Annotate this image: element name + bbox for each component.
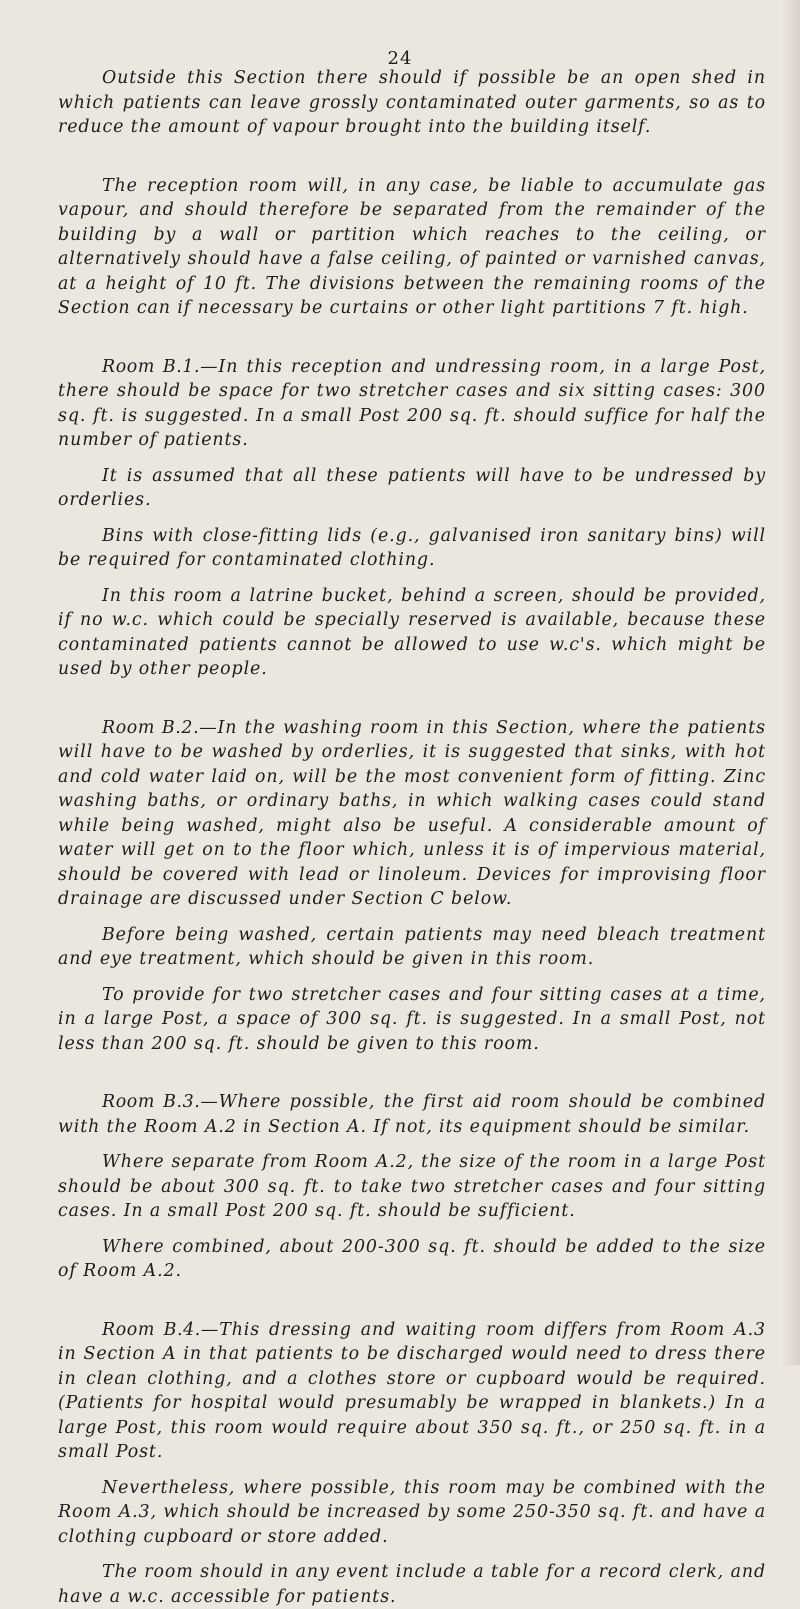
room-heading: Room B.4.	[102, 1319, 201, 1340]
paragraph-4	[58, 464, 766, 513]
paragraph-11	[58, 1150, 766, 1224]
page-edge-shadow	[782, 0, 800, 1365]
paragraph-9	[58, 983, 766, 1057]
paragraph-12	[58, 1235, 766, 1284]
room-heading: Room B.1.	[102, 356, 201, 377]
paragraph-text: It is assumed that all these patients will have to be undressed by orderlies.	[58, 465, 766, 510]
paragraph-5	[58, 524, 766, 573]
paragraph-text: Before being washed, certain patients may need bleach treatment and eye treatment, which should be given in this room.	[58, 924, 766, 969]
paragraph-text: —Where possible, the first aid room should be combined with the Room A.2 in Section A. If not, its equipment should be similar.	[58, 1092, 766, 1137]
room-heading: Room B.3.	[102, 1092, 201, 1112]
paragraph-14	[58, 1476, 766, 1550]
paragraph-room-b3	[58, 1090, 766, 1139]
paragraph-text: Where combined, about 200-300 sq. ft. should be added to the size of Room A.2.	[58, 1236, 766, 1281]
paragraph-text: Bins with close-fitting lids (e.g., galvanised iron sanitary bins) will be required for contaminated clothing.	[58, 525, 766, 570]
paragraph-text: The room should in any event include a table for a record clerk, and have a w.c. accessible for patients.	[58, 1562, 766, 1607]
body-text	[58, 66, 766, 1609]
page-number: 24	[387, 48, 413, 69]
paragraph-6	[58, 584, 766, 682]
paragraph-room-b2	[58, 716, 766, 912]
paragraph-1	[58, 66, 766, 140]
paragraph-2	[58, 174, 766, 321]
paragraph-text: —In the washing room in this Section, where the patients will have to be washed by orderlies, it is suggested that sinks, with hot and cold water laid on, will be the most convenient form of fitting. Zinc washing baths, or ordinary baths, in which walking cases could stand while being washed, might also be useful. A considerable amount of water will get on to the floor which, unless it is of impervious material, should be covered with lead or linoleum. Devices for improvising floor drainage are discussed under Section C below.	[58, 717, 766, 909]
paragraph-text: In this room a latrine bucket, behind a screen, should be provided, if no w.c. which could be specially reserved is available, because these contaminated patients cannot be allowed to use w.c's. which might be used by other people.	[58, 585, 766, 679]
paragraph-text: Outside this Section there should if possible be an open shed in which patients can leave grossly contaminated outer garments, so as to reduce the amount of vapour brought into the building itself.	[58, 68, 766, 137]
paragraph-text: To provide for two stretcher cases and four sitting cases at a time, in a large Post, a space of 300 sq. ft. is suggested. In a small Post, not less than 200 sq. ft. should be given to this room.	[58, 984, 766, 1054]
paragraph-text: The reception room will, in any case, be liable to accumulate gas vapour, and should therefore be separated from the remainder of the building by a wall or partition which reaches to the ceiling, or alternatively should have a false ceiling, of painted or varnished canvas, at a height of 10 ft. The divisions between the remaining rooms of the Section can if necessary be curtains or other light partitions 7 ft. high.	[58, 175, 766, 318]
room-heading: Room B.2.	[102, 717, 200, 738]
paragraph-text: Where separate from Room A.2, the size of the room in a large Post should be about 300 sq. ft. to take two stretcher cases and four sitting cases. In a small Post 200 sq. ft. should be sufficient.	[58, 1152, 766, 1221]
paragraph-text: Nevertheless, where possible, this room may be combined with the Room A.3, which should be increased by some 250-350 sq. ft. and have a clothing cupboard or store added.	[58, 1477, 766, 1547]
paragraph-text: —This dressing and waiting room differs from Room A.3 in Section A in that patients to be discharged would need to dress there in clean clothing, and a clothes store or cupboard would be required. (Patients for hospital would presumably be wrapped in blankets.) In a large Post, this room would require about 350 sq. ft., or 250 sq. ft. in a small Post.	[58, 1319, 766, 1462]
paragraph-8	[58, 923, 766, 972]
paragraph-room-b4	[58, 1318, 766, 1465]
paragraph-room-b1	[58, 355, 766, 453]
paragraph-15	[58, 1560, 766, 1609]
paragraph-text: —In this reception and undressing room, in a large Post, there should be space for two stretcher cases and six sitting cases: 300 sq. ft. is suggested. In a small Post 200 sq. ft. should suffice for half the number of patients.	[58, 356, 766, 450]
